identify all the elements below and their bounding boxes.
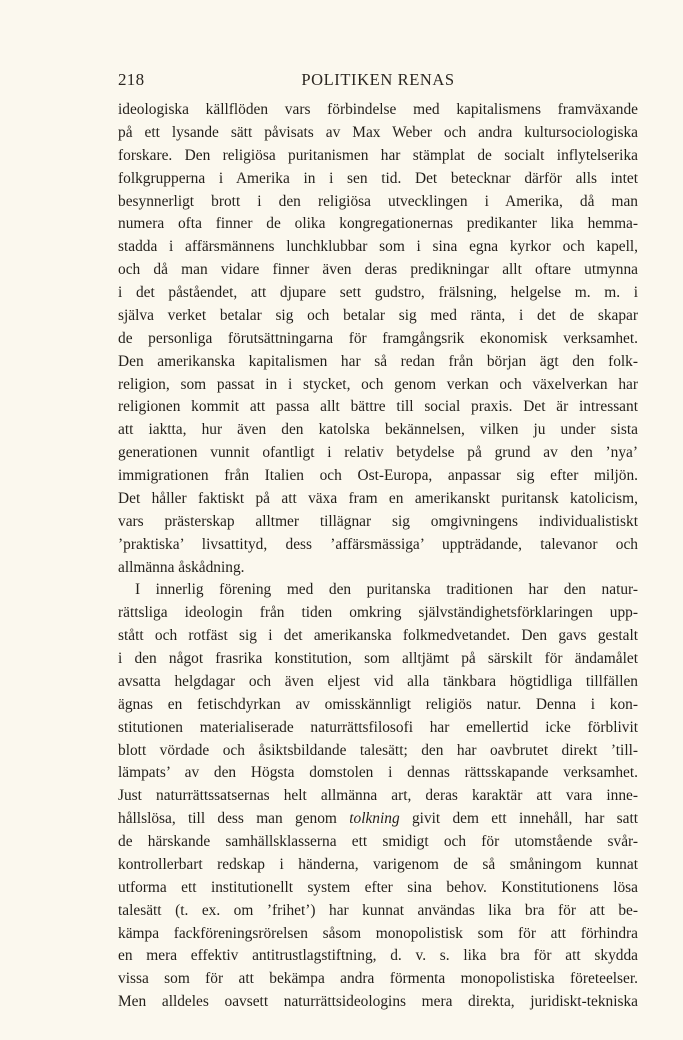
text-line: Men alldeles oavsett naturrättsideologins mera direkta, juridiskt-tekniska [118, 993, 638, 1011]
text-line: religion, som passat in i stycket, och genom verkan och växelverkan har [118, 375, 638, 393]
text-line: stadda i affärsmännens lunchklubbar som i sina egna kyrkor och kapell, [118, 238, 638, 256]
text-line: på ett lysande sätt påvisats av Max Weber och andra kultursociologiska [118, 123, 638, 141]
text-line: Just naturrättssatsernas helt allmänna art, deras karaktär att vara inne- [118, 787, 638, 805]
text-line: blott vördade och åsiktsbildande talesätt; den har oavbrutet direkt ’till- [118, 741, 638, 759]
text-segment: hållslösa, till dess man genom [118, 810, 337, 828]
text-line [118, 808, 638, 831]
text-line: ideologiska källflöden vars förbindelse med kapitalismens framväxande [118, 101, 638, 118]
text-line: religionen kommit att passa allt bättre till social praxis. Det är intressant [118, 398, 638, 416]
text-line: Det håller faktiskt på att växa fram en amerikanskt puritansk katolicism, [118, 489, 638, 507]
text-line: kontrollerbart redskap i händerna, varigenom de så småningom kunnat [118, 855, 638, 873]
text-line: kämpa fackföreningsrörelsen såsom monopolistisk som för att förhindra [118, 924, 638, 942]
page-number: 218 [118, 70, 145, 89]
text-line: och då man vidare finner även deras predikningar allt oftare utmynna [118, 261, 638, 279]
text-line: utforma ett institutionellt system efter sina behov. Konstitutionens lösa [118, 878, 638, 896]
text-line: en mera effektiv antitrustlagstiftning, d. v. s. lika bra för att skydda [118, 947, 638, 965]
text-line: stått och rotfäst sig i det amerikanska folkmedvetandet. Den gavs gestalt [118, 627, 638, 645]
text-line: de härskande samhällsklasserna ett smidigt och för utomstående svår- [118, 833, 638, 850]
text-line: I innerlig förening med den puritanska traditionen har den natur- [135, 581, 638, 599]
text-line: lämpats’ av den Högsta domstolen i dennas rättsskapande verksamhet. [118, 764, 638, 782]
page-header [118, 70, 638, 92]
text-line: i det påståendet, att djupare sett gudstro, frälsning, helgelse m. m. i [118, 284, 638, 301]
text-line: folkgrupperna i Amerika in i sen tid. Det betecknar därför alls intet [118, 169, 638, 187]
text-line: forskare. Den religiösa puritanismen har stämplat de socialt inflytelserika [118, 146, 638, 164]
text-line: immigrationen från Italien och Ost-Europa, anpassar sig efter miljön. [118, 467, 638, 484]
text-line: ägnas en fetischdyrkan av omisskännligt religiös natur. Denna i kon- [118, 695, 638, 713]
text-line: i den något frasrika konstitution, som alltjämt på särskilt för ändamålet [118, 650, 638, 667]
text-line: Den amerikanska kapitalismen har så redan från början ägt den folk- [118, 352, 638, 370]
text-line: avsatta helgdagar och även eljest vid alla tänkbara högtidliga tillfällen [118, 672, 638, 690]
text-line: rättsliga ideologin från tiden omkring självständighetsförklaringen upp- [118, 604, 638, 622]
text-line: att iaktta, hur även den katolska bekännelsen, vilken ju under sista [118, 421, 638, 439]
text-segment: givit dem ett innehåll, har satt [399, 810, 639, 828]
text-line: de personliga förutsättningarna för framgångsrik ekonomisk verksamhet. [118, 329, 638, 347]
body-text [118, 99, 638, 1014]
text-line: vars prästerskap alltmer tillägnar sig omgivningens individualistiskt [118, 512, 638, 530]
text-line: numera ofta finner de olika kongregationernas predikanter lika hemma- [118, 215, 638, 233]
text-line: vissa som för att bekämpa andra förmenta monopolistiska företeelser. [118, 970, 638, 988]
text-line: generationen vunnit ofantligt i relativ betydelse på grund av den ’nya’ [118, 444, 638, 462]
text-line: besynnerligt brott i den religiösa utvecklingen i Amerika, då man [118, 192, 638, 210]
running-title: POLITIKEN RENAS [301, 70, 455, 89]
text-line: själva verket betalar sig och betalar sig med ränta, i det de skapar [118, 306, 638, 324]
text-line: ’praktiska’ livsattityd, dess ’affärsmässiga’ uppträdande, talevanor och [118, 535, 638, 553]
italic-word: tolkning [349, 810, 400, 828]
text-line: stitutionen materialiserade naturrättsfilosofi har emellertid icke förblivit [118, 718, 638, 736]
text-line: allmänna åskådning. [118, 558, 245, 576]
text-line: talesätt (t. ex. om ’frihet’) har kunnat användas lika bra för att be- [118, 901, 638, 919]
